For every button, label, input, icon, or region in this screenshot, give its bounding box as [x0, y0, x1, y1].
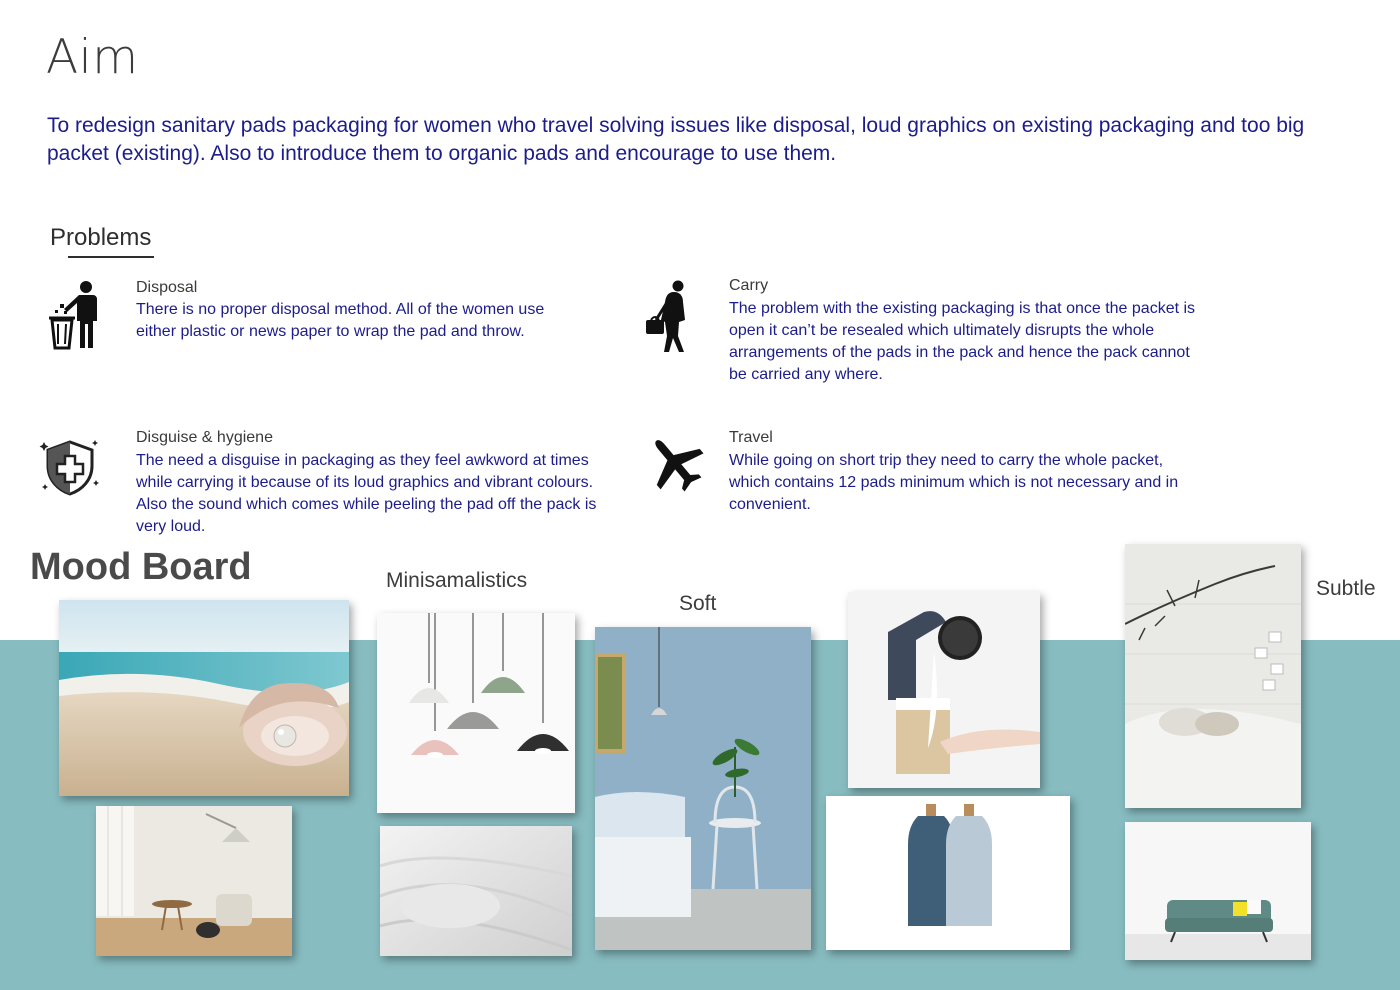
photo-soft-bedroom: [595, 627, 811, 950]
photo-sand-texture: [380, 826, 572, 956]
desc-line: very loud.: [136, 518, 206, 535]
desc-line: which contains 12 pads minimum which is not necessary and in: [729, 474, 1179, 491]
problem-title-disposal: Disposal: [136, 279, 198, 296]
desc-line: arrangements of the pads in the pack and hence the pack cannot: [729, 344, 1190, 361]
desc-line: The problem with the existing packaging is that once the packet is: [729, 300, 1196, 317]
desc-line: either plastic or news paper to wrap the pad and throw.: [136, 323, 525, 340]
photo-green-sofa: [1125, 822, 1311, 960]
problem-title-disguise: Disguise & hygiene: [136, 429, 273, 446]
photo-grinder-bottles: [826, 796, 1070, 950]
problems-heading: Problems: [50, 224, 152, 251]
problem-desc-disguise: [136, 450, 596, 538]
trash-disposal-icon: [46, 280, 102, 352]
desc-line: There is no proper disposal method. All of the women use: [136, 301, 545, 318]
woman-carrying-bag-icon: [644, 280, 702, 354]
mood-label-soft: Soft: [679, 592, 717, 615]
problem-desc-carry: [729, 298, 1195, 386]
problem-title-carry: Carry: [729, 277, 769, 294]
desc-line: open it can’t be resealed which ultimately disrupts the whole: [729, 322, 1155, 339]
airplane-icon: [644, 432, 706, 494]
desc-line: While going on short trip they need to carry the whole packet,: [729, 452, 1164, 469]
aim-heading: Aim: [46, 30, 139, 85]
problem-desc-travel: [729, 450, 1178, 516]
photo-pendant-lamps: [377, 613, 575, 813]
desc-line: Also the sound which comes while peeling the pad off the pack is: [136, 496, 597, 513]
mood-label-minimalistic: Minisamalistics: [386, 569, 528, 592]
desc-line: convenient.: [729, 496, 811, 513]
problem-desc-disposal: [136, 299, 544, 343]
photo-beach-pearl: [59, 600, 349, 796]
mood-board-heading: Mood Board: [30, 546, 252, 588]
photo-white-bedroom: [1125, 544, 1301, 808]
aim-description: To redesign sanitary pads packaging for women who travel solving issues like disposal, loud graphics on existing packaging and too big packet (existing). Also to introduce them to organic pads and encourage to use them.: [47, 114, 1305, 165]
problem-title-travel: Travel: [729, 429, 773, 446]
desc-line: while carrying it because of its loud graphics and vibrant colours.: [136, 474, 594, 491]
desc-line: be carried any where.: [729, 366, 883, 383]
desc-line: The need a disguise in packaging as they feel awkword at times: [136, 452, 589, 469]
shield-cross-icon: [38, 436, 102, 498]
photo-minimal-room: [96, 806, 292, 956]
problems-underline: [68, 256, 154, 258]
mood-label-subtle: Subtle: [1316, 577, 1376, 600]
photo-speaker-product: [848, 592, 1040, 788]
